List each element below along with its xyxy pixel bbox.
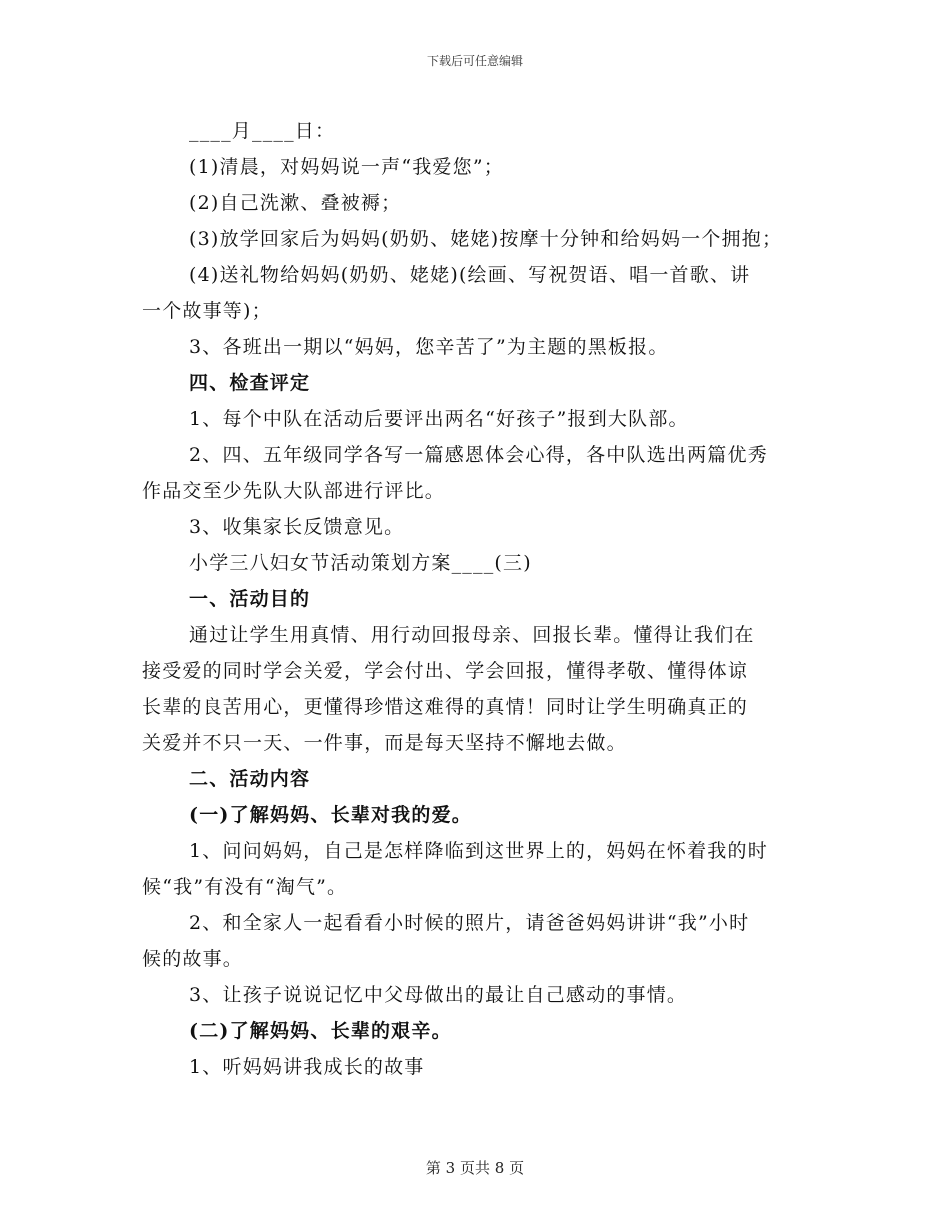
text-line: 1、听妈妈讲我成长的故事	[189, 1056, 425, 1078]
text-line: (3)放学回家后为妈妈(奶奶、姥姥)按摩十分钟和给妈妈一个拥抱；	[189, 228, 783, 250]
section-heading: (二)了解妈妈、长辈的艰辛。	[189, 1020, 452, 1042]
text-line: 2、和全家人一起看看小时候的照片，请爸爸妈妈讲讲“我”小时	[189, 912, 750, 934]
text-line: (1)清晨，对妈妈说一声“我爱您”；	[189, 156, 504, 178]
text-line: 一个故事等)；	[142, 300, 272, 322]
text-line: ____月____日：	[189, 120, 336, 142]
text-line: 长辈的良苦用心，更懂得珍惜这难得的真情！同时让学生明确真正的	[142, 696, 749, 718]
text-line: 接受爱的同时学会关爱，学会付出、学会回报，懂得孝敬、懂得体谅	[142, 660, 749, 682]
text-line: 1、问问妈妈，自己是怎样降临到这世界上的，妈妈在怀着我的时	[189, 840, 768, 862]
text-line: 3、各班出一期以“妈妈，您辛苦了”为主题的黑板报。	[189, 336, 669, 358]
text-line: 候的故事。	[142, 948, 244, 970]
text-line: (2)自己洗漱、叠被褥；	[189, 192, 402, 214]
text-line: 关爱并不只一天、一件事，而是每天坚持不懈地去做。	[142, 732, 627, 754]
section-heading: 四、检查评定	[189, 372, 311, 394]
page-number-footer: 第 3 页共 8 页	[425, 1159, 525, 1177]
text-line: 作品交至少先队大队部进行评比。	[142, 480, 446, 502]
page-header: 下载后可任意编辑	[426, 54, 523, 68]
text-line: 候“我”有没有“淘气”。	[142, 876, 348, 898]
text-line: 2、四、五年级同学各写一篇感恩体会心得，各中队选出两篇优秀	[189, 444, 768, 466]
text-line: 3、让孩子说说记忆中父母做出的最让自己感动的事情。	[189, 984, 688, 1006]
document-body	[142, 113, 810, 1085]
text-line: (4)送礼物给妈妈(奶奶、姥姥)(绘画、写祝贺语、唱一首歌、讲	[189, 264, 751, 286]
section-heading: 一、活动目的	[189, 588, 311, 610]
text-line: 通过让学生用真情、用行动回报母亲、回报长辈。懂得让我们在	[189, 624, 755, 646]
text-line: 3、收集家长反馈意见。	[189, 516, 405, 538]
text-line: 小学三八妇女节活动策划方案____(三)	[189, 552, 532, 574]
section-heading: 二、活动内容	[189, 768, 311, 790]
section-heading: (一)了解妈妈、长辈对我的爱。	[189, 804, 472, 826]
text-line: 1、每个中队在活动后要评出两名“好孩子”报到大队部。	[189, 408, 689, 430]
